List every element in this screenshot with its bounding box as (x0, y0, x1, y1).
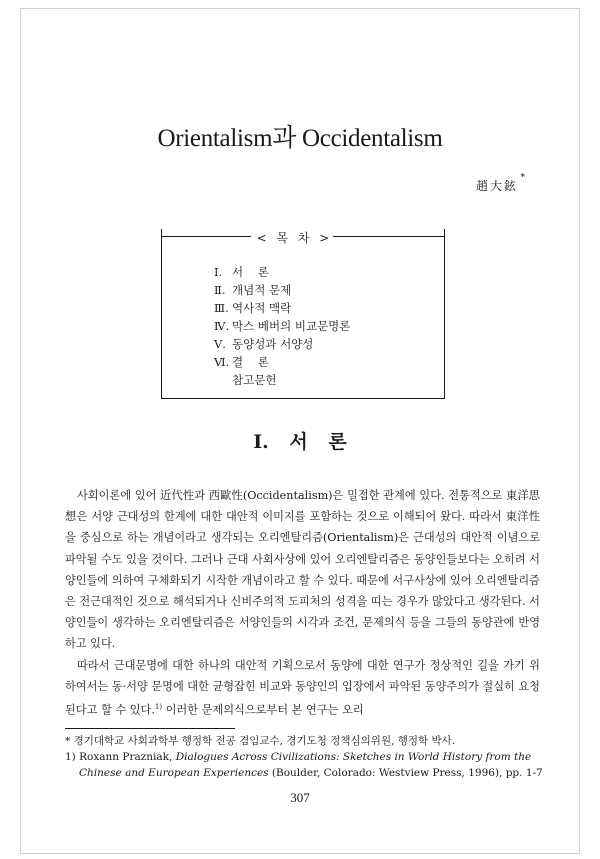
footnote-book-title: Dialogues Across Civilizations: Sketches in World History from the (175, 751, 532, 763)
toc-top-line-right (333, 236, 445, 237)
toc-item-label: 결 론 (232, 355, 269, 369)
footnote-number: 1) (65, 751, 76, 763)
toc-list (214, 263, 350, 389)
toc-item-label: 역사적 맥락 (232, 301, 292, 315)
footnote-book-title-continued: Chinese and European Experiences (79, 767, 269, 779)
toc-item-number: Ⅱ. (214, 283, 226, 297)
toc-item-label: 서 론 (232, 265, 269, 279)
toc-item-number: Ⅲ. (214, 301, 229, 315)
toc-item (214, 335, 350, 353)
page-number: 307 (290, 790, 310, 805)
toc-item (214, 263, 350, 281)
toc-item-number: Ⅴ. (214, 337, 226, 351)
paragraph-text: 따라서 근대문명에 대한 하나의 대안적 기획으로서 동양에 대한 연구가 정상적인 길을 가기 위하여서는 동·서양 문명에 대한 균형잡힌 비교와 동양인의 입장에서 파악된 동양주의가 절실히 요청된다고 할 수 있다. (65, 658, 540, 717)
toc-item-label: 막스 베버의 비교문명론 (232, 319, 351, 333)
footnotes (65, 733, 545, 781)
toc-item-label: 동양성과 서양성 (232, 337, 314, 351)
paper-title: Orientalism과 Occidentalism (157, 125, 443, 152)
author-footnote: * 경기대학교 사회과학부 행정학 전공 겸임교수, 경기도청 정책심의위원, 행정학 박사. (65, 735, 456, 747)
footnote-divider (65, 728, 235, 729)
toc-item (214, 353, 350, 371)
toc-item-number: Ⅳ. (214, 319, 230, 333)
paragraph (65, 655, 540, 721)
section-heading: Ⅰ. 서 론 (253, 431, 347, 453)
toc-top-line-left (161, 236, 251, 237)
paragraph: 사회이론에 있어 近代性과 西歐性(Occidentalism)은 밀접한 관계에 있다. 전통적으로 東洋思想은 서양 근대성의 한계에 대한 대안적 이미지를 포함하는 것으로 이해되어 왔다. 따라서 東洋性을 중심으로 하는 개념이라고 생각되는 오리엔탈리즘(Orientalism)은 근대성의 대안적 이념으로 파악될 수도 있을 것이다. 그러나 근대 사회사상에 있어 오리엔탈리즘은 동양인들보다는 오히려 서양인들에 의하여 구체화되기 시작한 개념이라고 할 수 있다. 때문에 서구사상에 있어 오리엔탈리즘은 전근대적인 것으로 해석되거나 신비주의적 도피처의 성격을 띠는 경우가 많았다고 생각된다. 서양인들이 생각하는 오리엔탈리즘은 서양인들의 시각과 조건, 문제의식 등을 그들의 동양관에 반영하고 있다. (65, 489, 540, 651)
footnote-1-continued (65, 765, 545, 781)
footnote-1 (65, 749, 545, 765)
toc-item-number: Ⅰ. (214, 265, 223, 279)
toc-heading: < 목 차 > (256, 231, 330, 245)
toc-item (214, 299, 350, 317)
toc-item (214, 281, 350, 299)
author-name (460, 173, 525, 194)
author-footnote-mark: * (520, 173, 525, 183)
paragraph-continuation: 이러한 문제의식으로부터 본 연구는 오리 (162, 703, 364, 717)
footnote-publication: (Boulder, Colorado: Westview Press, 1996), pp. 1-7 (268, 767, 543, 779)
toc-item-label: 개념적 문제 (232, 283, 292, 297)
toc-item-number: Ⅵ. (214, 355, 230, 369)
toc-references: 참고문헌 (232, 373, 277, 387)
author-name-text: 趙大鉉 (475, 179, 518, 193)
footnote-author: Roxann Prazniak, (79, 751, 176, 763)
footnote-ref[interactable]: 1) (154, 703, 163, 712)
body-text (65, 485, 540, 721)
toc-item (214, 317, 350, 335)
